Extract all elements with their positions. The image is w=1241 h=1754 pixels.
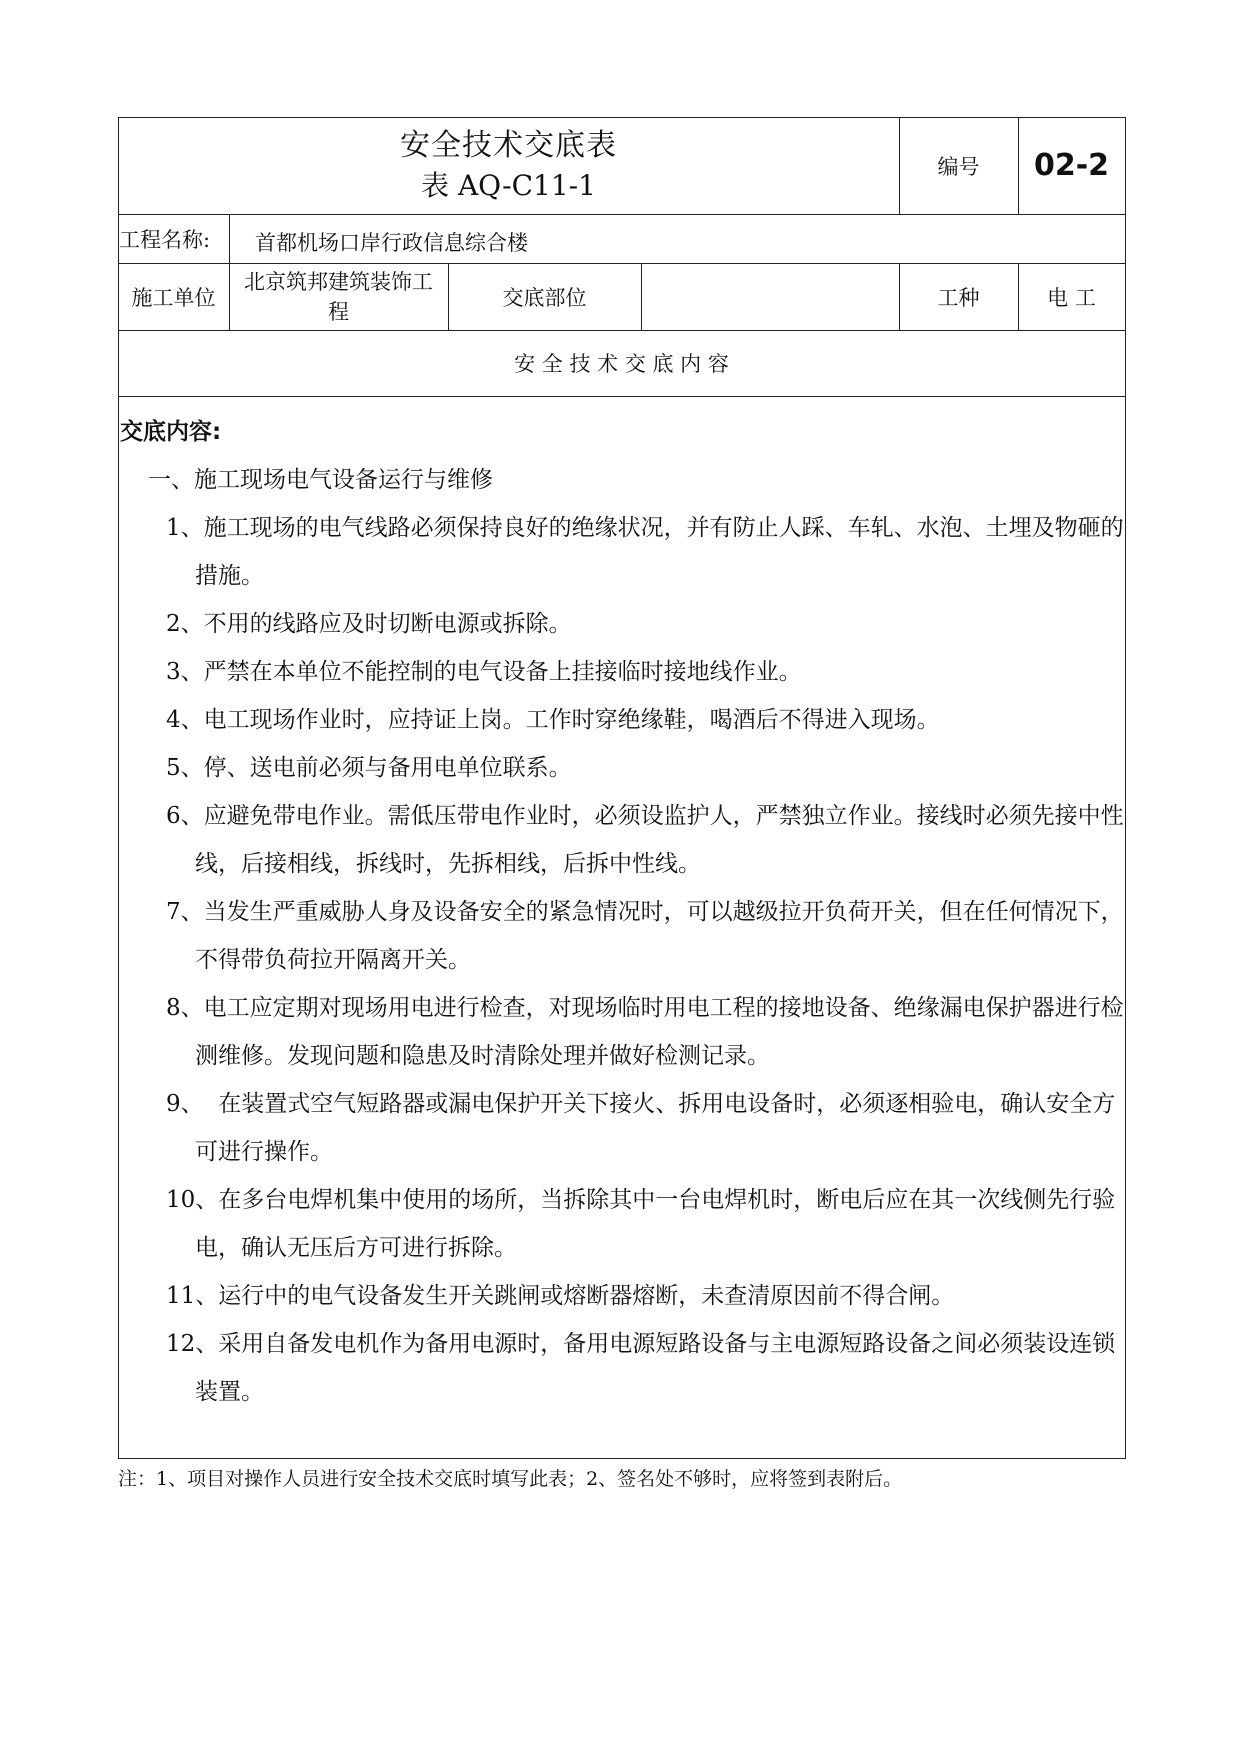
item-text: 电工现场作业时，应持证上岗。工作时穿绝缘鞋，喝酒后不得进入现场。 [203,707,940,733]
unit-value: 北京筑邦建筑装饰工程 [244,269,433,324]
list-item [120,1320,1130,1416]
list-item [120,1080,1130,1176]
trade-value: 电 工 [1047,285,1096,310]
item-number: 9、 [166,1091,204,1117]
item-text: 停、送电前必须与备用电单位联系。 [203,755,572,781]
footnote: 注：1、项目对操作人员进行安全技术交底时填写此表；2、签名处不够时，应将签到表附后。 [118,1468,903,1490]
form-subtitle: 表 AQ-C11-1 [421,168,596,202]
item-number: 11、 [166,1283,219,1309]
item-number: 2、 [166,611,204,637]
item-number: 6、 [166,803,204,829]
list-item [120,984,1130,1080]
item-number: 5、 [166,755,204,781]
item-text: 施工现场的电气线路必须保持良好的绝缘状况，并有防止人踩、车轧、水泡、土埋及物砸的措施。 [195,515,1124,589]
list-item [120,696,1130,744]
number-label: 编号 [937,154,980,179]
item-number: 10、 [166,1187,219,1213]
item-text: 在装置式空气短路器或漏电保护开关下接火、拆用电设备时，必须逐相验电，确认安全方可进行操作。 [195,1091,1116,1165]
item-number: 1、 [166,515,204,541]
list-item [120,744,1130,792]
form-title-cell [118,117,899,214]
item-text: 应避免带电作业。需低压带电作业时，必须设监护人，严禁独立作业。接线时必须先接中性线，后接相线，拆线时，先拆相线，后拆中性线。 [195,803,1124,877]
item-number: 12、 [166,1331,219,1357]
item-text: 不用的线路应及时切断电源或拆除。 [203,611,572,637]
list-item [120,792,1130,888]
section-header: 安 全 技 术 交 底 内 容 [514,352,729,376]
list-item [120,1272,1130,1320]
part-label: 交底部位 [502,285,587,310]
item-number: 4、 [166,707,204,733]
trade-label: 工种 [937,285,980,310]
row-divider-4 [118,396,1126,397]
unit-label: 施工单位 [131,285,216,310]
list-item [120,1176,1130,1272]
table-border-bottom [118,1458,1126,1459]
list-item [120,504,1130,600]
part-value [641,263,899,330]
number-value: 02-2 [1033,148,1110,183]
item-text: 运行中的电气设备发生开关跳闸或熔断器熔断，未查清原因前不得合闸。 [218,1283,955,1309]
form-title: 安全技术交底表 [400,127,617,163]
project-name-label: 工程名称: [119,227,211,252]
list-item [120,600,1130,648]
item-number: 7、 [166,899,204,925]
item-text: 当发生严重威胁人身及设备安全的紧急情况时，可以越级拉开负荷开关，但在任何情况下，不得带负荷拉开隔离开关。 [195,899,1124,973]
item-list [120,504,1130,1416]
item-text: 电工应定期对现场用电进行检查，对现场临时用电工程的接地设备、绝缘漏电保护器进行检测维修。发现问题和隐患及时清除处理并做好检测记录。 [195,995,1124,1069]
item-text: 采用自备发电机作为备用电源时，备用电源短路设备与主电源短路设备之间必须装设连锁装置。 [195,1331,1116,1405]
item-text: 严禁在本单位不能控制的电气设备上挂接临时接地线作业。 [203,659,802,685]
list-item [120,648,1130,696]
list-item [120,888,1130,984]
project-name-value: 首都机场口岸行政信息综合楼 [255,230,528,255]
item-number: 3、 [166,659,204,685]
item-number: 8、 [166,995,204,1021]
item-text: 在多台电焊机集中使用的场所，当拆除其中一台电焊机时，断电后应在其一次线侧先行验电，确认无压后方可进行拆除。 [195,1187,1116,1261]
content-heading: 交底内容: [120,419,222,445]
briefing-content [120,408,1130,1416]
section-title: 一、施工现场电气设备运行与维修 [148,467,493,493]
